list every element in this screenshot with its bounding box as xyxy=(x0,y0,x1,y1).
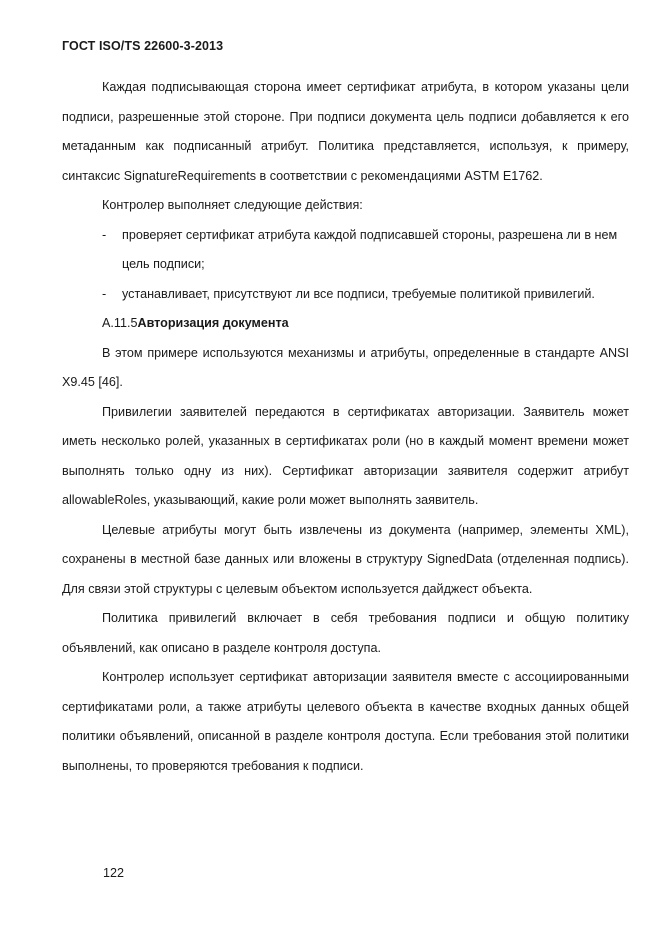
section-title: Авторизация документа xyxy=(137,316,289,330)
paragraph-controller-actions-intro: Контролер выполняет следующие действия: xyxy=(102,198,363,212)
list-item xyxy=(62,280,629,310)
list-item xyxy=(62,221,629,280)
paragraph-signing-party: Каждая подписывающая сторона имеет сертификат атрибута, в котором указаны цели подписи, разрешенные этой стороне. При подписи документа цель подписи добавляется к его метаданным как подписанный атрибут. Политика представляется, используя, к примеру, синтаксис SignatureRequirements в соответствии с рекомендациями ASTM E1762. xyxy=(62,80,629,183)
section-number: А.11.5 xyxy=(102,316,138,330)
paragraph-controller-uses-certificate: Контролер использует сертификат авторизации заявителя вместе с ассоциированными сертификатами роли, а также атрибуты целевого объекта в качестве входных данных общей политики объявлений, описанной в разделе контроля доступа. Если требования этой политики выполнены, то проверяются требования к подписи. xyxy=(62,670,629,773)
controller-actions-list xyxy=(62,221,629,310)
list-item-text: устанавливает, присутствуют ли все подписи, требуемые политикой привилегий. xyxy=(122,286,595,301)
list-bullet: - xyxy=(102,286,107,301)
paragraph-applicant-privileges: Привилегии заявителей передаются в сертификатах авторизации. Заявитель может иметь несколько ролей, указанных в сертификатах роли (но в каждый момент времени может выполнять только одну из них). Сертификат авторизации заявителя содержит атрибут allowableRoles, указывающий, какие роли может выполнять заявитель. xyxy=(62,404,629,507)
document-header: ГОСТ ISO/TS 22600-3-2013 xyxy=(62,39,224,53)
paragraph-target-attributes: Целевые атрибуты могут быть извлечены из документа (например, элементы XML), сохранены в местной базе данных или вложены в структуру SignedData (отделенная подпись). Для связи этой структуры с целевым объектом используется дайджест объекта. xyxy=(62,522,629,596)
paragraph-ansi-mechanisms: В этом примере используются механизмы и атрибуты, определенные в стандарте ANSI X9.45 [46]. xyxy=(62,345,629,389)
page-number: 122 xyxy=(103,866,125,880)
section-heading xyxy=(62,309,629,339)
body-text-upper xyxy=(62,73,629,781)
list-item-text: проверяет сертификат атрибута каждой подписавшей стороны, разрешена ли в нем цель подписи; xyxy=(122,227,618,271)
paragraph-privilege-policy: Политика привилегий включает в себя требования подписи и общую политику объявлений, как описано в разделе контроля доступа. xyxy=(62,611,629,655)
list-bullet: - xyxy=(102,227,107,242)
